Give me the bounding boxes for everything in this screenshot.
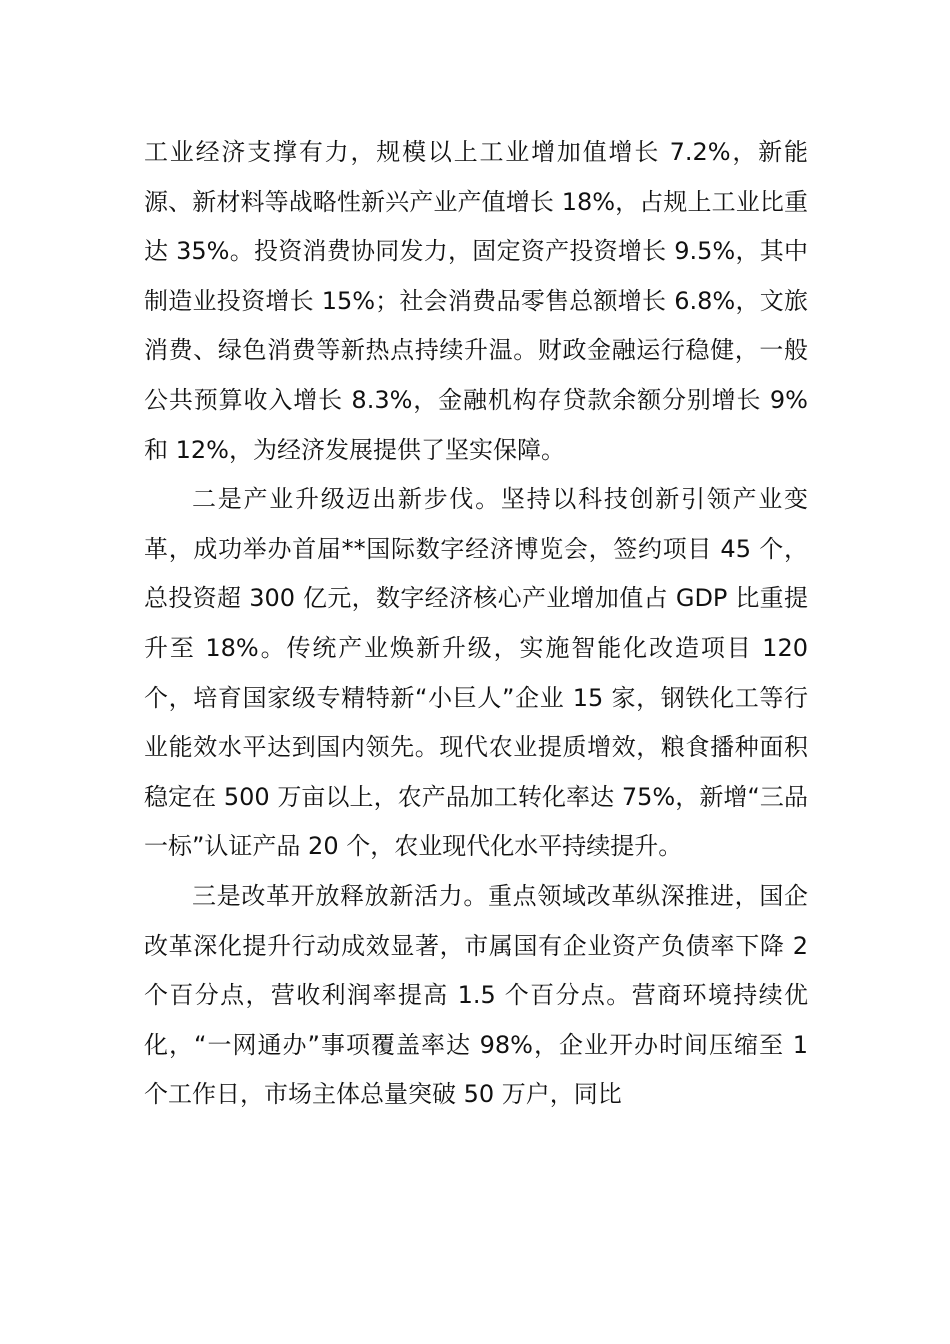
document-body	[144, 128, 808, 1120]
paragraph-industry-upgrade: 二是产业升级迈出新步伐。坚持以科技创新引领产业变革，成功举办首届**国际数字经济博览会，签约项目 45 个，总投资超 300 亿元，数字经济核心产业增加值占 GDP 比重提升至 18%。传统产业焕新升级，实施智能化改造项目 120 个，培育国家级专精特新“小巨人”企业 15 家，钢铁化工等行业能效水平达到国内领先。现代农业提质增效，粮食播种面积稳定在 500 万亩以上，农产品加工转化率达 75%，新增“三品一标”认证产品 20 个，农业现代化水平持续提升。	[144, 485, 808, 861]
paragraph-economy: 工业经济支撑有力，规模以上工业增加值增长 7.2%，新能源、新材料等战略性新兴产业产值增长 18%，占规上工业比重达 35%。投资消费协同发力，固定资产投资增长 9.5%，其中制造业投资增长 15%；社会消费品零售总额增长 6.8%，文旅消费、绿色消费等新热点持续升温。财政金融运行稳健，一般公共预算收入增长 8.3%，金融机构存贷款余额分别增长 9%和 12%，为经济发展提供了坚实保障。	[144, 138, 808, 464]
paragraph-reform-opening: 三是改革开放释放新活力。重点领域改革纵深推进，国企改革深化提升行动成效显著，市属国有企业资产负债率下降 2 个百分点，营收利润率提高 1.5 个百分点。营商环境持续优化，“一网通办”事项覆盖率达 98%，企业开办时间压缩至 1 个工作日，市场主体总量突破 50 万户，同比	[144, 881, 808, 1109]
